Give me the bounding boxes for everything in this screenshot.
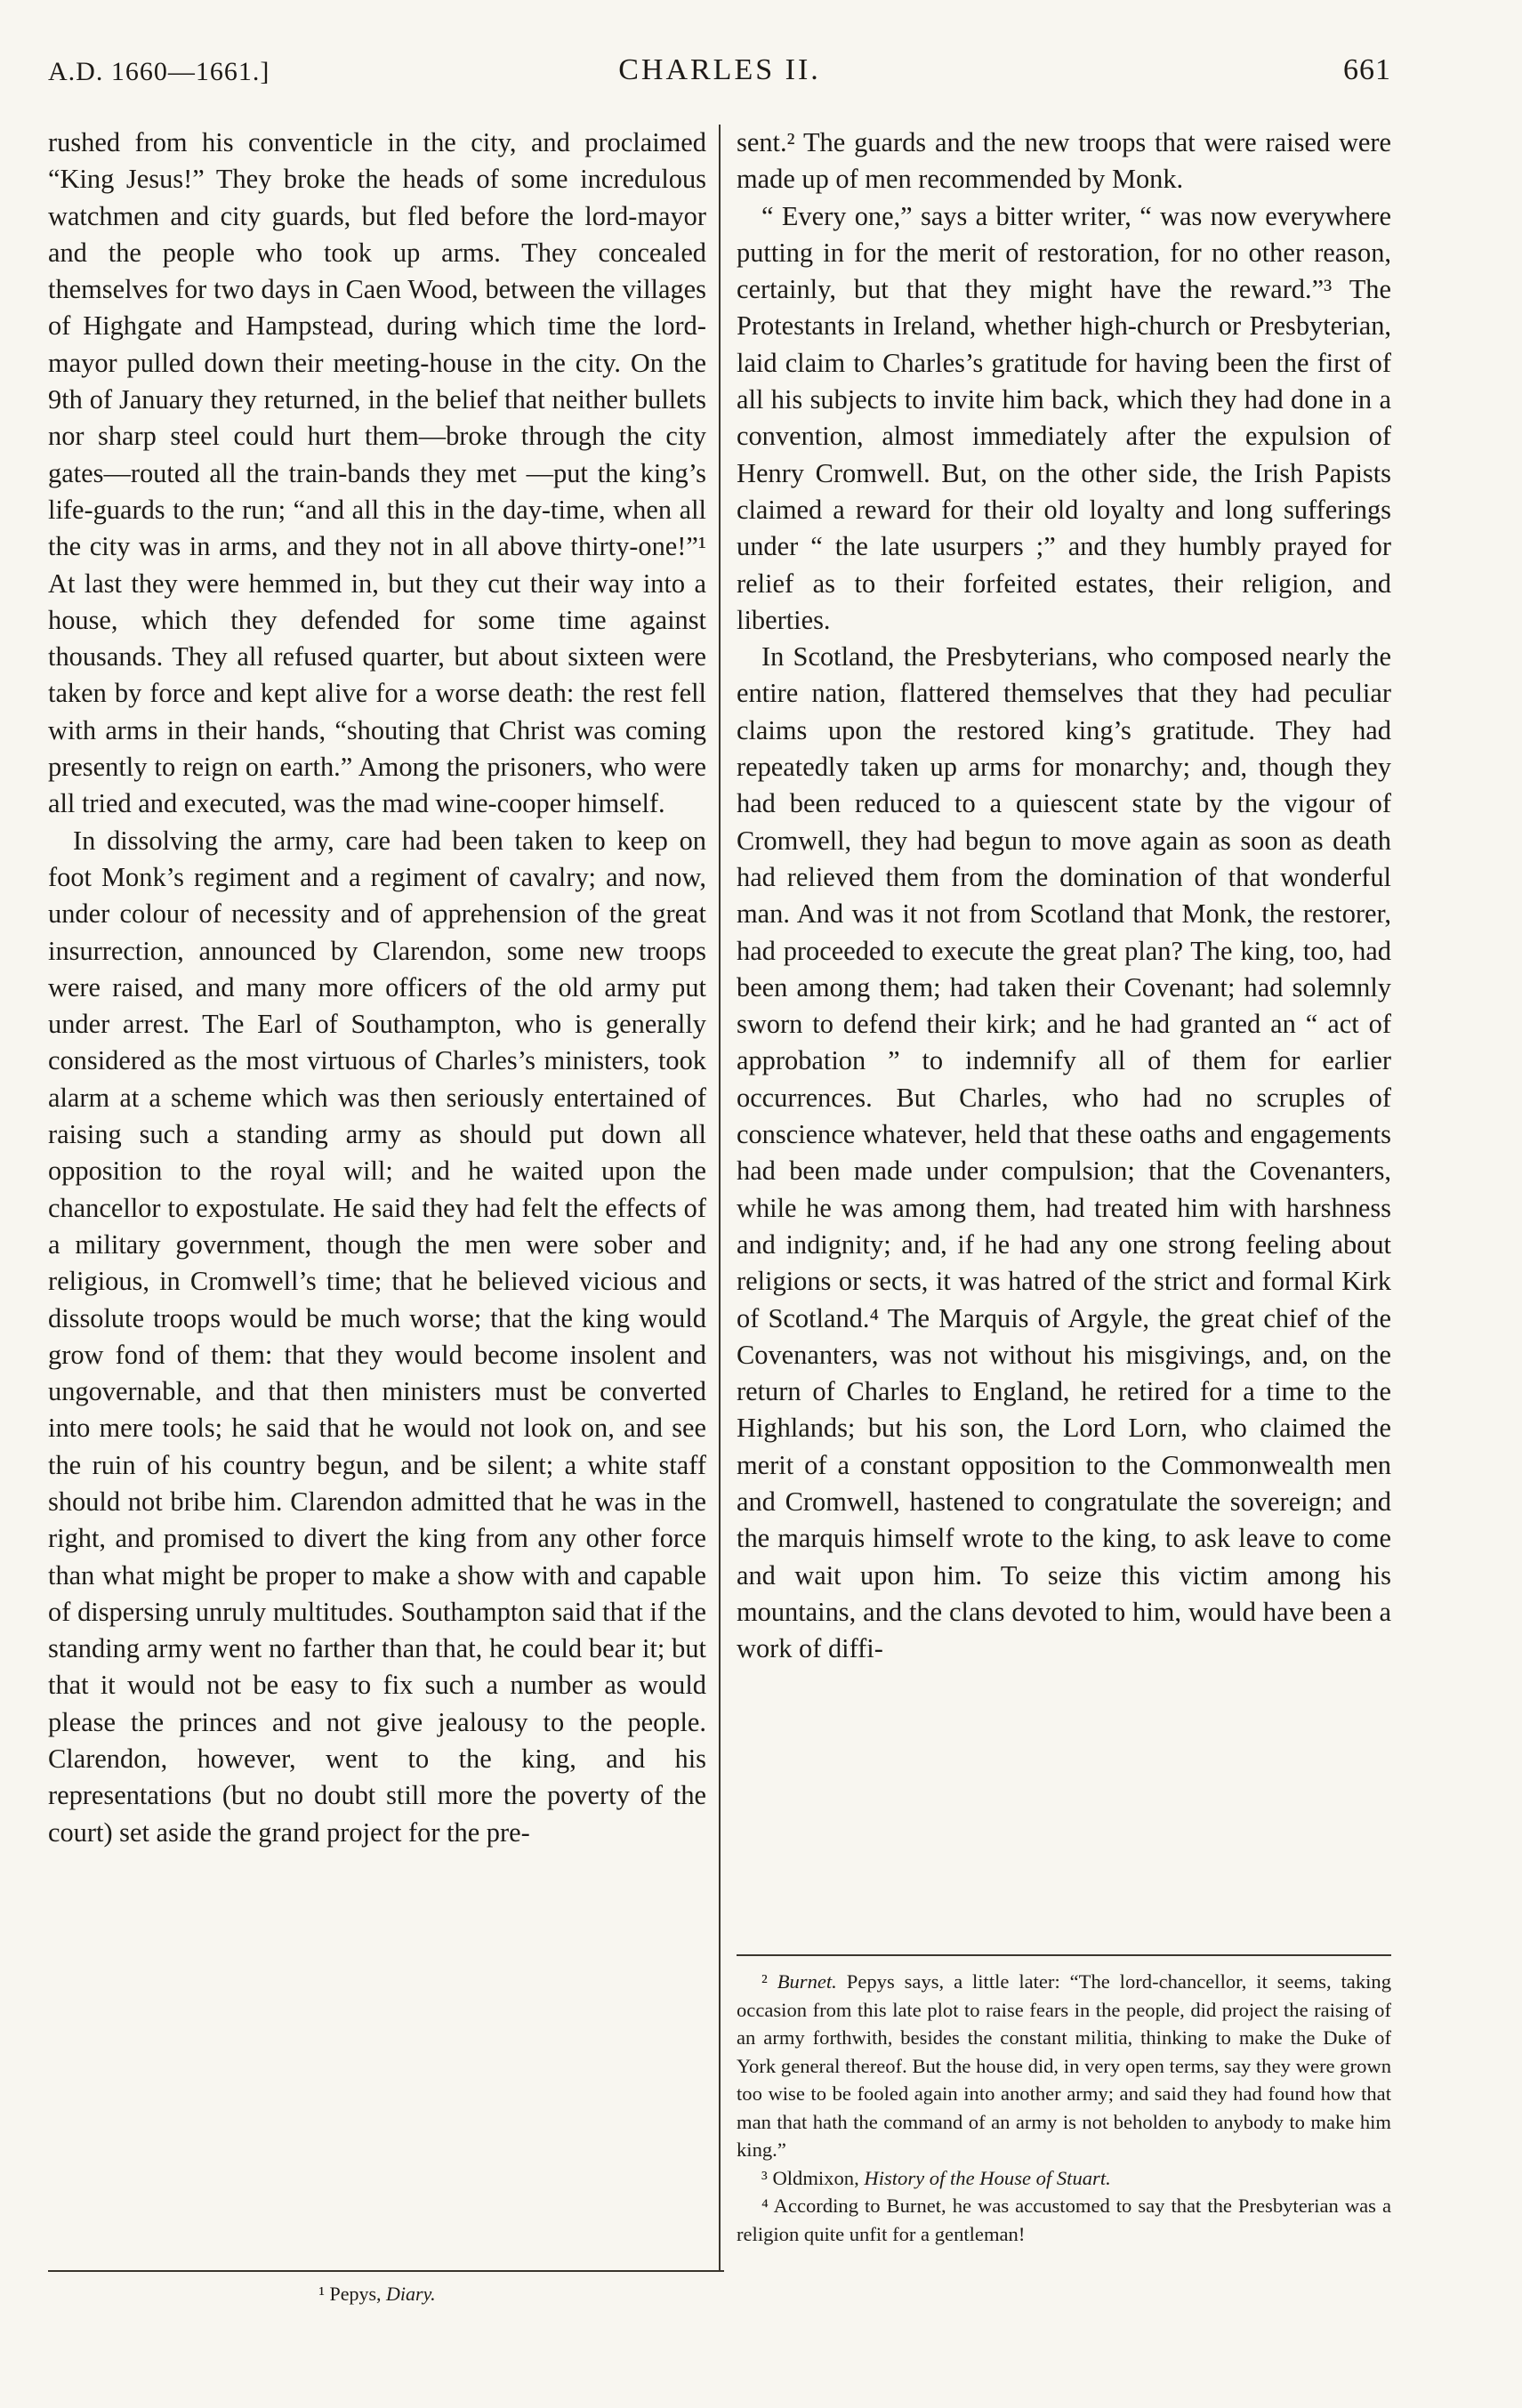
footnote-3-source: History of the House of Stuart. [864, 2166, 1111, 2189]
right-paragraph-2: “ Every one,” says a bitter writer, “ was now everywhere putting in for the merit of restoration, for no other reason, certainly, but that they might have the reward.”³ The Protestants in Ireland, whether high-church or Presbyterian, laid claim to Charles’s gratitude for having been the first of all his subjects to invite him back, which they had done in a convention, almost immediately after the expulsion of Henry Cromwell. But, on the other side, the Irish Papists claimed a reward for their old loyalty and long sufferings under “ the late usurpers ;” and they humbly prayed for relief as to their forfeited estates, their religion, and liberties. [737, 200, 1391, 635]
header-date-range: A.D. 1660—1661.] [48, 57, 270, 86]
footnote-4-text: According to Burnet, he was accustomed to say that the Presbyterian was a religion quite unfit for a gentleman! [737, 2195, 1391, 2245]
header-page-number: 661 [1343, 53, 1391, 86]
footnote-1 [48, 2283, 706, 2306]
footnote-4-marker: ⁴ [761, 2195, 769, 2217]
footnote-1-text: Pepys, [329, 2283, 382, 2305]
footnote-4 [737, 2192, 1391, 2248]
footnote-2-source: Burnet. [777, 1970, 837, 1993]
footnote-2-marker: ² [761, 1970, 768, 1993]
footnote-rule-right [737, 1954, 1391, 1956]
footnote-3-author: Oldmixon, [772, 2166, 859, 2189]
footnotes-right [737, 1968, 1391, 2248]
footnote-1-marker: ¹ [318, 2283, 325, 2305]
left-paragraph-2: In dissolving the army, care had been taken to keep on foot Monk’s regiment and a regiment of cavalry; and now, under colour of necessity and of apprehension of the great insurrection, announced by Clarendon, some new troops were raised, and many more officers of the old army put under arrest. The Earl of Southampton, who is generally considered as the most virtuous of Charles’s ministers, took alarm at a scheme which was then seriously entertained of raising such a standing army as should put down all opposition to the royal will; and he waited upon the chancellor to expostulate. He said they had felt the effects of a military government, though the men were sober and religious, in Cromwell’s time; that he believed vicious and dissolute troops would be much worse; that the king would grow fond of them: that they would become insolent and ungovernable, and that then ministers must be converted into mere tools; he said that he would not look on, and see the ruin of his country begun, and be silent; a white staff should not bribe him. Clarendon admitted that he was in the right, and promised to divert the king from any other force than what might be proper to make a show with and capable of dispersing unruly multitudes. Southampton said that if the standing army went no farther than that, he could bear it; but that it would not be easy to fix such a number as would please the princes and not give jealousy to the people. Clarendon, however, went to the king, and his representations (but no doubt still more the poverty of the court) set aside the grand project for the pre- [48, 825, 706, 1848]
footnote-rule-left [48, 2270, 724, 2272]
footnote-1-source: Diary. [386, 2283, 436, 2305]
footnote-3 [737, 2164, 1391, 2193]
running-header [48, 53, 1391, 98]
right-paragraph-1: sent.² The guards and the new troops that were raised were made up of men recommended by Monk. [737, 127, 1391, 195]
right-paragraph-3: In Scotland, the Presbyterians, who composed nearly the entire nation, flattered themselves that they had peculiar claims upon the restored king’s gratitude. They had repeatedly taken up arms for monarchy; and, though they had been reduced to a quiescent state by the vigour of Cromwell, they had begun to move again as soon as death had relieved them from the domination of that wonderful man. And was it not from Scotland that Monk, the restorer, had proceeded to execute the great plan? The king, too, had been among them; had taken their Covenant; had solemnly sworn to defend their kirk; and he had granted an “ act of approbation ” to indemnify all of them for earlier occurrences. But Charles, who had no scruples of conscience whatever, held that these oaths and engagements had been made under compulsion; that the Covenanters, while he was among them, had treated him with harshness and indignity; and, if he had any one strong feeling about religions or sects, it was hatred of the strict and formal Kirk of Scotland.⁴ The Marquis of Argyle, the great chief of the Covenanters, was not without his misgivings, and, on the return of Charles to England, he retired for a time to the Highlands; but his son, the Lord Lorn, who claimed the merit of a constant opposition to the Commonwealth men and Cromwell, hastened to congratulate the sovereign; and the marquis himself wrote to the king, to ask leave to come and wait upon him. To seize this victim among his mountains, and the clans devoted to him, would have been a work of diffi- [737, 641, 1391, 1664]
left-paragraph-1: rushed from his conventicle in the city, and proclaimed “King Jesus!” They broke the heads of some incredulous watchmen and city guards, but fled before the lord-mayor and the people who took up arms. They concealed themselves for two days in Caen Wood, between the villages of Highgate and Hampstead, during which time the lord-mayor pulled down their meeting-house in the city. On the 9th of January they returned, in the belief that neither bullets nor sharp steel could hurt them—broke through the city gates—routed all the train-bands they met —put the king’s life-guards to the run; “and all this in the day-time, when all the city was in arms, and they not in all above thirty-one!”¹ At last they were hemmed in, but they cut their way into a house, which they defended for some time against thousands. They all refused quarter, but about sixteen were taken by force and kept alive for a worse death: the rest fell with arms in their hands, “shouting that Christ was coming presently to reign on earth.” Among the prisoners, who were all tried and executed, was the mad wine-cooper himself. [48, 127, 706, 819]
footnote-2 [737, 1968, 1391, 2164]
header-title: CHARLES II. [618, 53, 821, 86]
column-divider [719, 125, 721, 2270]
left-column [48, 125, 706, 1851]
footnote-2-text: Pepys says, a little later: “The lord-chancellor, it seems, taking occasion from this late plot to raise fears in the people, did project the raising of an army forthwith, besides the constant militia, thinking to make the Duke of York general thereof. But the house did, in very open terms, say they were grown too wise to be fooled again into another army; and said they had found how that man that hath the command of an army is not beholden to anybody to make him king.” [737, 1970, 1391, 2161]
right-column [737, 125, 1391, 1667]
footnote-3-marker: ³ [761, 2166, 768, 2189]
